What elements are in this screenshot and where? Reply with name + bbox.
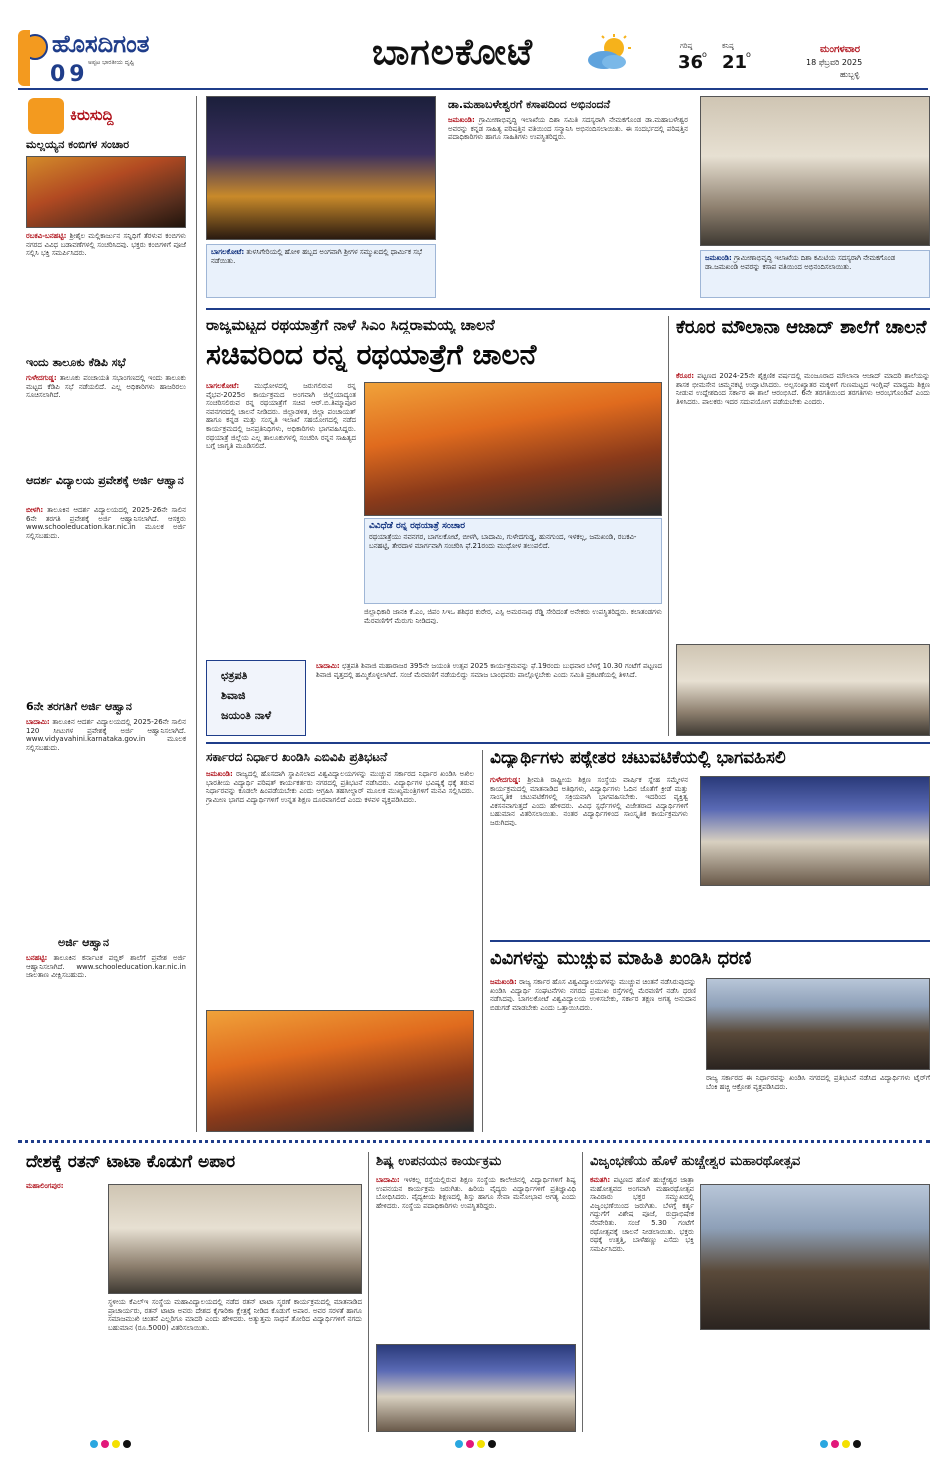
students-body [490, 776, 688, 928]
min-temp-degree: o [746, 50, 751, 59]
bottom3-place: ಕಮತಗಿ: [590, 1176, 611, 1184]
page-number: 09 [50, 62, 89, 87]
bottom1-body-a [26, 1182, 102, 1432]
abvp-photo [206, 1010, 474, 1132]
sidebar-item5-body [26, 954, 186, 1154]
top-story2-place: ಜಮಖಂಡಿ: [448, 116, 475, 124]
bottom2-body [376, 1176, 576, 1340]
bottom1-photo [108, 1184, 362, 1294]
sidebar-item5-place: ಬನಹಟ್ಟಿ: [26, 954, 48, 962]
students-headline: ವಿದ್ಯಾರ್ಥಿಗಳು ಪಠ್ಯೇತರ ಚಟುವಟಿಕೆಯಲ್ಲಿ ಭಾಗವಹಿಸಲಿ [490, 748, 786, 768]
logo-tagline: ಅಪ್ಪಟ ಭಾರತೀಯ ದೃಷ್ಟಿ [88, 59, 135, 66]
sidebar-item3-text: ತಾಲೂಕಿನ ಆದರ್ಶ ವಿದ್ಯಾಲಯದಲ್ಲಿ 2025-26ನೇ ಸಾಲಿನ 6ನೇ ತರಗತಿ ಪ್ರವೇಶಕ್ಕೆ ಅರ್ಜಿ ಆಹ್ವಾನಿಸಲಾಗಿದೆ. ಆಸಕ್ತರು www.schooleducation.kar.nic.in ಮೂಲಕ ಅರ್ಜಿ ಸಲ್ಲಿಸಬಹುದು. [26, 506, 186, 540]
students-place: ಗುಳೇದಗುಡ್ಡ: [490, 776, 521, 784]
students-photo [700, 776, 930, 886]
sidebar-item3-place: ಬೀಳಗಿ: [26, 506, 44, 514]
sidebar-brand-icon [28, 98, 64, 134]
bottom1-headline: ದೇಶಕ್ಕೆ ರತನ್ ಟಾಟಾ ಕೊಡುಗೆ ಅಪಾರ [26, 1152, 236, 1172]
bottom1-body-b [108, 1298, 362, 1432]
kerur-body [676, 372, 930, 640]
top-story1-photo [206, 96, 436, 240]
bottom2-text: ಇಳಕಲ್ಲ ರಸ್ತೆಯಲ್ಲಿರುವ ಶಿಕ್ಷಣ ಸಂಸ್ಥೆಯ ಕಾಲೇಜಿನಲ್ಲಿ ವಿದ್ಯಾರ್ಥಿಗಳಿಗೆ ಶಿಷ್ಯ ಉಪನಯನ ಕಾರ್ಯಕ್ರಮ ಜರುಗಿತು. ಹಿರಿಯ ವೈದ್ಯರು ವಿದ್ಯಾರ್ಥಿಗಳಿಗೆ ಪ್ರತಿಜ್ಞಾವಿಧಿ ಬೋಧಿಸಿದರು. ವೈದ್ಯಕೀಯ ಶಿಕ್ಷಣದಲ್ಲಿ ಶಿಸ್ತು ಹಾಗೂ ಸೇವಾ ಮನೋಭಾವ ಅಗತ್ಯ ಎಂದು ಹೇಳಿದರು. ಸಂಸ್ಥೆಯ ಪದಾಧಿಕಾರಿಗಳು ಉಪಸ್ಥಿತರಿದ್ದರು. [376, 1176, 576, 1210]
min-temp-label: ಕನಿಷ್ಠ [722, 42, 734, 50]
day-label: ಮಂಗಳವಾರ [820, 44, 861, 55]
weather-sun-cloud-icon [584, 34, 634, 72]
top-story3-caption-text: ಗ್ರಾಮೀಣಾಭಿವೃದ್ಧಿ ಇಲಾಖೆಯ ದಿಶಾ ಕಮಿಟಿಯ ಸದಸ್ಯರಾಗಿ ನೇಮಕಗೊಂಡ ಡಾ.ಜಮಖಂಡಿ ಅವರನ್ನು ಕಸಾಪ ವತಿಯಿಂದ ಅಭಿನಂದಿಸಲಾಯಿತು. [705, 254, 896, 271]
shivaji-body [316, 662, 662, 736]
sidebar-item2-body [26, 374, 186, 466]
top-story3-photo [700, 96, 930, 246]
top-story1-caption-place: ಬಾಗಲಕೋಟೆ: [211, 248, 245, 256]
abvp-place: ಜಮಖಂಡಿ: [206, 770, 233, 778]
bottom-divider2 [582, 1152, 583, 1432]
sidebar-item3-title: ಆದರ್ಶ ವಿದ್ಯಾಲಯ ಪ್ರವೇಶಕ್ಕೆ ಅರ್ಜಿ ಆಹ್ವಾನ [26, 474, 184, 487]
lead-place: ಬಾಗಲಕೋಟೆ: [206, 382, 240, 390]
bottom3-headline: ವಿಜೃಂಭಣೆಯ ಹೊಳೆ ಹುಚ್ಚೇಶ್ವರ ಮಹಾರಥೋತ್ಸವ [590, 1154, 801, 1169]
top-story2-title: ಡಾ.ಮಹಾಬಳೇಶ್ವರಗೆ ಕಸಾಪದಿಂದ ಅಭಿನಂದನೆ [448, 98, 611, 111]
bottom3-body [590, 1176, 694, 1432]
sidebar-item1-text: ಶ್ರೀಶೈಲ ಮಲ್ಲಿಕಾರ್ಜುನ ಸನ್ನಿಧಿಗೆ ತೆರಳುವ ಕಂಬಿಗಳು ನಗರದ ವಿವಿಧ ಬಡಾವಣೆಗಳಲ್ಲಿ ಸಂಚರಿಸಿದವು. ಭಕ್ತರು ಕಂಬಿಗಳಿಗೆ ಪೂಜೆ ಸಲ್ಲಿಸಿ ಭಕ್ತಿ ಸಮರ್ಪಿಸಿದರು. [26, 232, 186, 258]
kerur-text: ಪಟ್ಟಣದ 2024-25ನೇ ಶೈಕ್ಷಣಿಕ ವರ್ಷದಲ್ಲಿ ಮಂಜೂರಾದ ಮೌಲಾನಾ ಆಜಾದ್ ಮಾದರಿ ಶಾಲೆಯನ್ನು ಶಾಸಕ ಭೀಮಸೇನ ಚಿಮ್ಮನಕಟ್ಟಿ ಉದ್ಘಾಟಿಸಿದರು. ಅಲ್ಪಸಂಖ್ಯಾತರ ಮಕ್ಕಳಿಗೆ ಗುಣಮಟ್ಟದ ಇಂಗ್ಲಿಷ್ ಮಾಧ್ಯಮ ಶಿಕ್ಷಣ ನೀಡುವ ಉದ್ದೇಶದಿಂದ ಸರ್ಕಾರ ಈ ಶಾಲೆ ಆರಂಭಿಸಿದೆ. 6ನೇ ತರಗತಿಯಿಂದ ತರಗತಿಗಳು ಆರಂಭಗೊಂಡಿವೆ ಎಂದು ತಿಳಿಸಿದರು. ಪಾಲಕರು ಇದರ ಸದುಪಯೋಗ ಪಡೆಯಬೇಕು ಎಂದರು. [676, 372, 930, 406]
sidebar-item1-title: ಮಲ್ಲಯ್ಯನ ಕಂಬಿಗಳ ಸಂಚಾರ [26, 138, 130, 151]
lead-route-box [364, 518, 662, 604]
sidebar-item1-photo [26, 156, 186, 228]
sidebar-item2-place: ಗುಳೇದಗುಡ್ಡ: [26, 374, 57, 382]
sidebar-item3-body [26, 506, 186, 696]
logo-text: ಹೊಸದಿಗಂತ [52, 30, 150, 58]
top-story1-caption [206, 244, 436, 298]
bottom1-place: ಮಹಾಲಿಂಗಪುರ: [26, 1182, 64, 1190]
shivaji-text: ಛತ್ರಪತಿ ಶಿವಾಜಿ ಮಹಾರಾಜರ 395ನೇ ಜಯಂತಿ ಉತ್ಸವ 2025 ಕಾರ್ಯಕ್ರಮವನ್ನು ಫೆ.19ರಂದು ಬುಧವಾರ ಬೆಳಗ್ಗೆ 10.30 ಗಂಟೆಗೆ ಪಟ್ಟಣದ ಶಿವಾಜಿ ವೃತ್ತದಲ್ಲಿ ಹಮ್ಮಿಕೊಳ್ಳಲಾಗಿದೆ. ಸಂಜೆ ಮೆರವಣಿಗೆ ನಡೆಯಲಿದ್ದು ಸಮಾಜ ಬಾಂಧವರು ಪಾಲ್ಗೊಳ್ಳಬೇಕು ಎಂದು ಸಮಿತಿ ಪ್ರಕಟಣೆಯಲ್ಲಿ ತಿಳಿಸಿದೆ. [316, 662, 662, 679]
shivaji-label3: ಜಯಂತಿ ನಾಳೆ [221, 709, 272, 722]
sidebar-item5-title: ಅರ್ಜಿ ಆಹ್ವಾನ [58, 936, 110, 949]
sidebar-brand: ಕಿರುಸುದ್ದಿ [70, 106, 114, 124]
abvp-text: ರಾಜ್ಯದಲ್ಲಿ ಹೊಸದಾಗಿ ಸ್ಥಾಪಿಸಲಾದ ವಿಶ್ವವಿದ್ಯಾಲಯಗಳನ್ನು ಮುಚ್ಚುವ ಸರ್ಕಾರದ ನಿರ್ಧಾರ ಖಂಡಿಸಿ ಅಖಿಲ ಭಾರತೀಯ ವಿದ್ಯಾರ್ಥಿ ಪರಿಷತ್ ಕಾರ್ಯಕರ್ತರು ನಗರದಲ್ಲಿ ಪ್ರತಿಭಟನೆ ನಡೆಸಿದರು. ವಿದ್ಯಾರ್ಥಿಗಳ ಭವಿಷ್ಯಕ್ಕೆ ಧಕ್ಕೆ ತರುವ ನಿರ್ಧಾರವನ್ನು ಕೂಡಲೇ ಹಿಂಪಡೆಯಬೇಕು ಎಂದು ಆಗ್ರಹಿಸಿ ತಹಸೀಲ್ದಾರ್ ಮೂಲಕ ಮುಖ್ಯಮಂತ್ರಿಗಳಿಗೆ ಮನವಿ ಸಲ್ಲಿಸಿದರು. ಗ್ರಾಮೀಣ ಭಾಗದ ವಿದ್ಯಾರ್ಥಿಗಳಿಗೆ ಉನ್ನತ ಶಿಕ್ಷಣ ದೂರವಾಗಲಿದೆ ಎಂದು ಕಳವಳ ವ್ಯಕ್ತಪಡಿಸಿದರು. [206, 770, 474, 804]
univ-caption [706, 1074, 930, 1132]
sidebar-item4-body [26, 718, 186, 928]
sidebar-item4-text: ತಾಲೂಕಿನ ಆದರ್ಶ ವಿದ್ಯಾಲಯದಲ್ಲಿ 2025-26ನೇ ಸಾಲಿನ 120 ಸೀಟುಗಳ ಪ್ರವೇಶಕ್ಕೆ ಅರ್ಜಿ ಆಹ್ವಾನಿಸಲಾಗಿದೆ. www.vidyavahini.karnataka.gov.in ಮೂಲಕ ಸಲ್ಲಿಸಬಹುದು. [26, 718, 186, 752]
lead-route-title: ವಿವಿಧೆಡೆ ರನ್ನ ರಥಯಾತ್ರೆ ಸಂಚಾರ [369, 521, 466, 531]
sidebar-item2-text: ತಾಲೂಕು ಪಂಚಾಯತಿ ಸಭಾಂಗಣದಲ್ಲಿ ಇಂದು ತಾಲೂಕು ಮಟ್ಟದ ಕೆಡಿಪಿ ಸಭೆ ನಡೆಯಲಿದೆ. ಎಲ್ಲ ಅಧಿಕಾರಿಗಳು ಹಾಜರಿರಲು ಸೂಚಿಸಲಾಗಿದೆ. [26, 374, 186, 400]
lead-photo [364, 382, 662, 516]
rule-top-row [206, 308, 930, 310]
shivaji-label2: ಶಿವಾಜಿ [221, 689, 246, 702]
students-text: ಶ್ರೀಮತಿ ರಾಷ್ಟ್ರೀಯ ಶಿಕ್ಷಣ ಸಂಸ್ಥೆಯ ವಾರ್ಷಿಕ ಸ್ನೇಹ ಸಮ್ಮೇಳನ ಕಾರ್ಯಕ್ರಮದಲ್ಲಿ ಮಾತನಾಡಿದ ಅತಿಥಿಗಳು, ವಿದ್ಯಾರ್ಥಿಗಳು ಓದಿನ ಜೊತೆಗೆ ಕ್ರೀಡೆ ಮತ್ತು ಸಾಂಸ್ಕೃತಿಕ ಚಟುವಟಿಕೆಗಳಲ್ಲಿ ಸಕ್ರಿಯವಾಗಿ ಭಾಗವಹಿಸಬೇಕು. ಇದರಿಂದ ವ್ಯಕ್ತಿತ್ವ ವಿಕಸನವಾಗುತ್ತದೆ ಎಂದು ಹೇಳಿದರು. ವಿವಿಧ ಸ್ಪರ್ಧೆಗಳಲ್ಲಿ ವಿಜೇತರಾದ ವಿದ್ಯಾರ್ಥಿಗಳಿಗೆ ಬಹುಮಾನ ವಿತರಿಸಲಾಯಿತು. ನಂತರ ವಿದ್ಯಾರ್ಥಿಗಳಿಂದ ಸಾಂಸ್ಕೃತಿಕ ಕಾರ್ಯಕ್ರಮಗಳು ಜರುಗಿದವು. [490, 776, 688, 827]
bottom1-text: ಸ್ಥಳೀಯ ಕೆಎಲ್‌ಇ ಸಂಸ್ಥೆಯ ಮಹಾವಿದ್ಯಾಲಯದಲ್ಲಿ ನಡೆದ ರತನ್ ಟಾಟಾ ಸ್ಮರಣೆ ಕಾರ್ಯಕ್ರಮದಲ್ಲಿ ಮಾತನಾಡಿದ ಪ್ರಾಚಾರ್ಯರು, ರತನ್ ಟಾಟಾ ಅವರು ದೇಶದ ಕೈಗಾರಿಕಾ ಕ್ಷೇತ್ರಕ್ಕೆ ನೀಡಿದ ಕೊಡುಗೆ ಅಪಾರ. ಅವರ ಸರಳತೆ ಹಾಗೂ ಸಮಾಜಮುಖಿ ಚಿಂತನೆ ಎಲ್ಲರಿಗೂ ಮಾದರಿ ಎಂದು ಹೇಳಿದರು. ಅತ್ಯುತ್ತಮ ಸಾಧನೆ ತೋರಿದ ವಿದ್ಯಾರ್ಥಿಗಳಿಗೆ ನಗದು ಬಹುಮಾನ (ರೂ.5000) ವಿತರಿಸಲಾಯಿತು. [108, 1298, 362, 1332]
bottom2-photo [376, 1344, 576, 1432]
shivaji-place: ಬಾದಾಮಿ: [316, 662, 340, 670]
lead-body2 [364, 608, 662, 648]
max-temp-label: ಗರಿಷ್ಠ [680, 42, 693, 50]
top-story3-caption-place: ಜಮಖಂಡಿ: [705, 254, 732, 262]
shivaji-label-box [206, 660, 306, 736]
abvp-body [206, 770, 474, 1002]
lead-route-text: ರಥಯಾತ್ರೆಯು ನವನಗರ, ಬಾಗಲಕೋಟೆ, ಬೀಳಗಿ, ಬಾದಾಮಿ, ಗುಳೇದಗುಡ್ಡ, ಹುನಗುಂದ, ಇಳಕಲ್ಲ, ಜಮಖಂಡಿ, ರಬಕವಿ-ಬನಹಟ್ಟಿ, ತೇರದಾಳ ಮಾರ್ಗವಾಗಿ ಸಂಚರಿಸಿ ಫೆ.21ರಂದು ಮುಧೋಳ ತಲುಪಲಿದೆ. [369, 533, 637, 550]
kerur-photo [676, 644, 930, 736]
rule-students [490, 940, 930, 942]
logo-block [18, 30, 233, 86]
abvp-headline: ಸರ್ಕಾರದ ನಿರ್ಧಾರ ಖಂಡಿಸಿ ಎಬಿವಿಪಿ ಪ್ರತಿಭಟನೆ [206, 750, 388, 764]
city-name: ಬಾಗಲಕೋಟೆ [372, 32, 534, 73]
univ-caption-text: ರಾಜ್ಯ ಸರ್ಕಾರದ ಈ ನಿರ್ಧಾರವನ್ನು ಖಂಡಿಸಿ ನಗರದಲ್ಲಿ ಪ್ರತಿಭಟನೆ ನಡೆಸಿದ ವಿದ್ಯಾರ್ಥಿಗಳು ಟೈರ್‌ಗೆ ಬೆಂಕಿ ಹಚ್ಚಿ ಆಕ್ರೋಶ ವ್ಯಕ್ತಪಡಿಸಿದರು. [706, 1074, 930, 1091]
lead-body [206, 382, 356, 642]
kerur-place: ಕೆರೂರ: [676, 372, 695, 380]
univ-place: ಜಮಖಂಡಿ: [490, 978, 517, 986]
top-story3-caption [700, 250, 930, 298]
lead-divider [668, 316, 669, 736]
bottom2-headline: ಶಿಷ್ಯ ಉಪನಯನ ಕಾರ್ಯಕ್ರಮ [376, 1154, 502, 1169]
top-story2-body [448, 116, 688, 298]
kerur-headline: ಕೆರೂರ ಮೌಲಾನಾ ಆಜಾದ್ ಶಾಲೆಗೆ ಚಾಲನೆ [676, 317, 927, 338]
shivaji-label1: ಛತ್ರಪತಿ [221, 669, 248, 682]
univ-text: ರಾಜ್ಯ ಸರ್ಕಾರ ಹೊಸ ವಿಶ್ವವಿದ್ಯಾಲಯಗಳನ್ನು ಮುಚ್ಚುವ ಚಿಂತನೆ ನಡೆಸಿರುವುದನ್ನು ಖಂಡಿಸಿ ವಿದ್ಯಾರ್ಥಿ ಸಂಘಟನೆಗಳು ನಗರದ ಪ್ರಮುಖ ರಸ್ತೆಗಳಲ್ಲಿ ಮೆರವಣಿಗೆ ನಡೆಸಿ ಧರಣಿ ನಡೆಸಿದವು. ಬಾಗಲಕೋಟೆ ವಿಶ್ವವಿದ್ಯಾಲಯ ಉಳಿಸಬೇಕು, ಸರ್ಕಾರ ತಕ್ಷಣ ಅಗತ್ಯ ಅನುದಾನ ಬಿಡುಗಡೆ ಮಾಡಬೇಕು ಎಂದು ಒತ್ತಾಯಿಸಿದರು. [490, 978, 696, 1012]
sidebar-divider [196, 96, 197, 1132]
univ-headline: ವಿವಿಗಳನ್ನು ಮುಚ್ಚುವ ಮಾಹಿತಿ ಖಂಡಿಸಿ ಧರಣಿ [490, 948, 752, 969]
date-label: 18 ಫೆಬ್ರವರಿ 2025 [806, 58, 863, 67]
registration-dots-left [90, 1440, 131, 1448]
sidebar-item4-place: ಬಾದಾಮಿ: [26, 718, 50, 726]
masthead-rule [18, 88, 928, 90]
univ-body [490, 978, 696, 1132]
sidebar-item4-title: 6ನೇ ತರಗತಿಗೆ ಅರ್ಜಿ ಆಹ್ವಾನ [26, 700, 132, 713]
masthead [0, 0, 945, 92]
max-temp-degree: o [702, 50, 707, 59]
max-temp: 36 [678, 52, 704, 73]
bottom2-place: ಬಾದಾಮಿ: [376, 1176, 400, 1184]
registration-dots-center [455, 1440, 496, 1448]
lead-text: ಮುಧೋಳದಲ್ಲಿ ಜರುಗಲಿರುವ ರನ್ನ ವೈಭವ-2025ರ ಕಾರ್ಯಕ್ರಮದ ಅಂಗವಾಗಿ ಜಿಲ್ಲೆಯಾದ್ಯಂತ ಸಂಚರಿಸಲಿರುವ ರನ್ನ ರಥಯಾತ್ರೆಗೆ ಸಚಿವ ಆರ್.ಬಿ.ತಿಮ್ಮಾಪೂರ ನವನಗರದಲ್ಲಿ ಚಾಲನೆ ನೀಡಿದರು. ಜಿಲ್ಲಾಡಳಿತ, ಜಿಲ್ಲಾ ಪಂಚಾಯತ್ ಹಾಗೂ ಕನ್ನಡ ಮತ್ತು ಸಂಸ್ಕೃತಿ ಇಲಾಖೆ ಸಹಯೋಗದಲ್ಲಿ ನಡೆದ ಕಾರ್ಯಕ್ರಮದಲ್ಲಿ ಜನಪ್ರತಿನಿಧಿಗಳು, ಅಧಿಕಾರಿಗಳು ಭಾಗವಹಿಸಿದ್ದರು. ರಥಯಾತ್ರೆ ಜಿಲ್ಲೆಯ ಎಲ್ಲ ತಾಲೂಕುಗಳಲ್ಲಿ ಸಂಚರಿಸಿ ರನ್ನನ ಸಾಹಿತ್ಯದ ಬಗ್ಗೆ ಜಾಗೃತಿ ಮೂಡಿಸಲಿದೆ. [206, 382, 356, 451]
sidebar-item2-title: ಇಂದು ತಾಲೂಕು ಕೆಡಿಪಿ ಸಭೆ [26, 356, 126, 369]
edition-label: ಹುಬ್ಬಳ್ಳಿ [840, 70, 860, 79]
bottom3-text: ಪಟ್ಟಣದ ಹೊಳೆ ಹುಚ್ಚೇಶ್ವರ ಜಾತ್ರಾ ಮಹೋತ್ಸವದ ಅಂಗವಾಗಿ ಮಹಾರಥೋತ್ಸವ ಸಾವಿರಾರು ಭಕ್ತರ ಸಮ್ಮುಖದಲ್ಲಿ ವಿಜೃಂಭಣೆಯಿಂದ ಜರುಗಿತು. ಬೆಳಗ್ಗೆ ಕರ್ತೃ ಗದ್ದುಗೆಗೆ ವಿಶೇಷ ಪೂಜೆ, ರುದ್ರಾಭಿಷೇಕ ನೆರವೇರಿತು. ಸಂಜೆ 5.30 ಗಂಟೆಗೆ ರಥೋತ್ಸವಕ್ಕೆ ಚಾಲನೆ ನೀಡಲಾಯಿತು. ಭಕ್ತರು ರಥಕ್ಕೆ ಉತ್ತತ್ತಿ, ಬಾಳೆಹಣ್ಣು ಎಸೆದು ಭಕ್ತಿ ಸಮರ್ಪಿಸಿದರು. [590, 1176, 694, 1253]
min-temp: 21 [722, 52, 748, 73]
lead-kicker: ರಾಜ್ಯಮಟ್ಟದ ರಥಯಾತ್ರೆಗೆ ನಾಳೆ ಸಿಎಂ ಸಿದ್ದರಾಮಯ್ಯ ಚಾಲನೆ [206, 316, 495, 334]
abvp-divider [482, 750, 483, 1132]
rule-bottom-dotted [18, 1140, 930, 1143]
top-story1-caption-text: ತುಳಸಿಗೇರಿಯಲ್ಲಿ ಹೋಳಿ ಹಬ್ಬದ ಅಂಗವಾಗಿ ಶ್ರೀಗಳ ಸಮ್ಮುಖದಲ್ಲಿ ಧಾರ್ಮಿಕ ಸಭೆ ನಡೆಯಿತು. [211, 248, 423, 265]
lead-text2: ಜಿಲ್ಲಾಧಿಕಾರಿ ಜಾನಕಿ ಕೆ.ಎಂ, ಜಿಪಂ ಸಿಇಒ ಶಶಿಧರ ಕುರೇರ, ಎಸ್ಪಿ ಅಮರನಾಥ ರೆಡ್ಡಿ ಸೇರಿದಂತೆ ಅನೇಕರು ಉಪಸ್ಥಿತರಿದ್ದರು. ಕಲಾತಂಡಗಳು ಮೆರವಣಿಗೆಗೆ ಮೆರುಗು ನೀಡಿದವು. [364, 608, 662, 625]
rule-mid [206, 742, 930, 744]
sidebar-item1-body [26, 232, 186, 350]
univ-photo [706, 978, 930, 1070]
bottom-divider1 [368, 1152, 369, 1432]
sidebar-item5-text: ತಾಲೂಕಿನ ಕರ್ನಾಟಕ ಪಬ್ಲಿಕ್ ಶಾಲೆಗೆ ಪ್ರವೇಶ ಅರ್ಜಿ ಆಹ್ವಾನಿಸಲಾಗಿದೆ. www.schooleducation.kar.nic.in ಜಾಲತಾಣ ವೀಕ್ಷಿಸಬಹುದು. [26, 954, 186, 980]
top-story2-text: ಗ್ರಾಮೀಣಾಭಿವೃದ್ಧಿ ಇಲಾಖೆಯ ದಿಶಾ ಸಮಿತಿ ಸದಸ್ಯರಾಗಿ ನೇಮಕಗೊಂಡ ಡಾ.ಮಹಾಬಳೇಶ್ವರ ಅವರನ್ನು ಕನ್ನಡ ಸಾಹಿತ್ಯ ಪರಿಷತ್ತಿನ ವತಿಯಿಂದ ಸನ್ಮಾನಿಸಿ ಅಭಿನಂದಿಸಲಾಯಿತು. ಈ ಸಂದರ್ಭದಲ್ಲಿ ಪರಿಷತ್ತಿನ ಪದಾಧಿಕಾರಿಗಳು ಹಾಗೂ ಸಾಹಿತಿಗಳು ಉಪಸ್ಥಿತರಿದ್ದರು. [448, 116, 688, 142]
masthead-orange-wedge [18, 30, 30, 86]
registration-dots-right [820, 1440, 861, 1448]
lead-headline: ಸಚಿವರಿಂದ ರನ್ನ ರಥಯಾತ್ರೆಗೆ ಚಾಲನೆ [206, 338, 537, 371]
bottom3-photo [700, 1184, 930, 1330]
sidebar-item1-place: ರಬಕವಿ-ಬನಹಟ್ಟಿ: [26, 232, 67, 240]
